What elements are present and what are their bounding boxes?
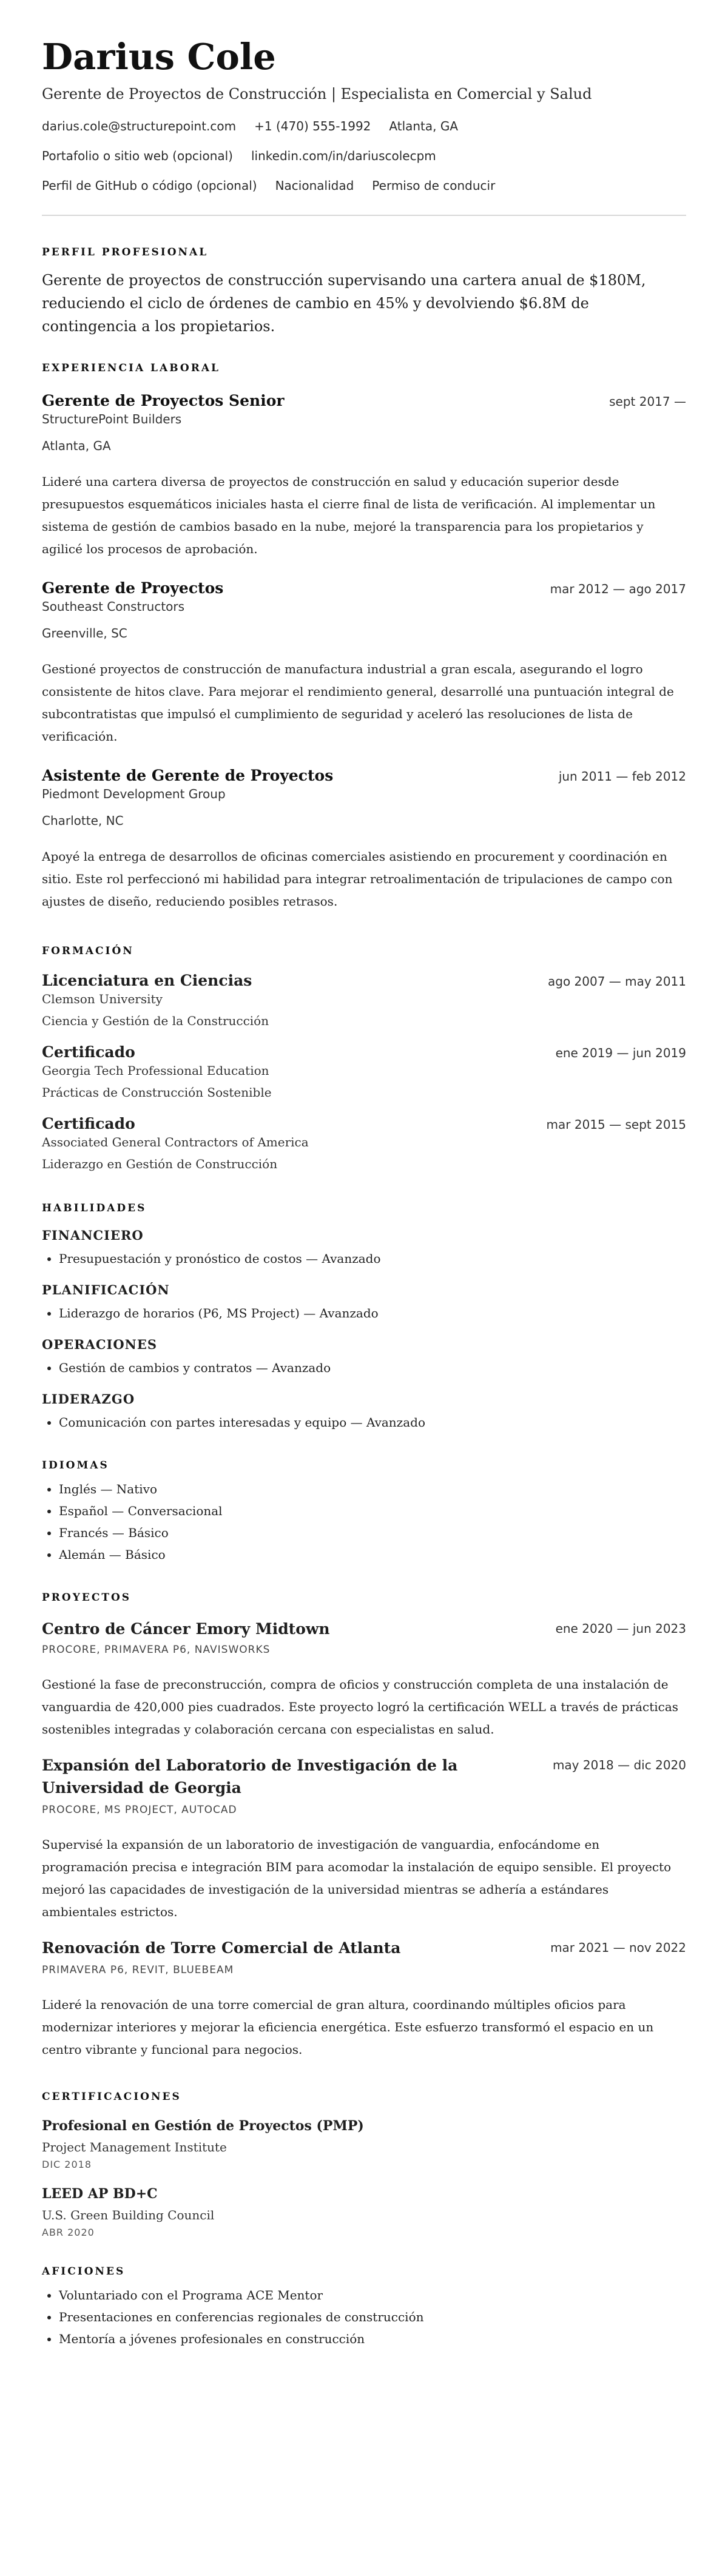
project-description: Lideré la renovación de una torre comercial de gran altura, coordinando múltiples oficios para modernizar interiores y mejorar la eficiencia energética. Este esfuerzo transformó el espacio en un centro vibrante y funcional para negocios. [42,1997,654,2057]
education-dates: ene 2019 — jun 2019 [555,1046,686,1060]
project-tech: PRIMAVERA P6, REVIT, BLUEBEAM [42,1964,234,1976]
project-tech: PROCORE, PRIMAVERA P6, NAVISWORKS [42,1644,271,1656]
contact-row [42,118,686,135]
job-company: StructurePoint Builders [42,412,182,426]
section-title: AFICIONES [42,2265,126,2278]
language-item: • Inglés — Nativo [59,1478,686,1500]
portfolio-link[interactable]: Portafolio o sitio web (opcional) [42,149,233,163]
resume-header [42,35,686,216]
education-entry [42,971,686,1029]
section-title: PROYECTOS [42,1592,132,1604]
job-dates: sept 2017 — [609,394,686,409]
job-description: Apoyé la entrega de desarrollos de oficinas comerciales asistiendo en procurement y coordinación en sitio. Este rol perfeccionó mi habilidad para integrar retroalimentación de tripulaciones de campo con ajustes de diseño, reduciendo posibles retrasos. [42,849,673,909]
job-company: Southeast Constructors [42,599,185,614]
education-dates: ago 2007 — may 2011 [548,974,686,989]
skill-item: • Gestión de cambios y contratos — Avanzado [59,1357,686,1379]
hobby-item: • Mentoría a jóvenes profesionales en construcción [59,2328,686,2350]
phone-link[interactable]: +1 (470) 555-1992 [254,119,371,133]
section-title: HABILIDADES [42,1202,147,1214]
project-name: Renovación de Torre Comercial de Atlanta [42,1939,401,1957]
candidate-name: Darius Cole [42,36,276,78]
summary-text: Gerente de proyectos de construcción supervisando una cartera anual de $180M, reduciendo el ciclo de órdenes de cambio en 45% y devolviendo $6.8M de contingencia a los propietarios. [42,272,646,335]
contact-row [42,147,686,164]
job-entry [42,391,686,560]
license-text: Permiso de conducir [372,178,496,193]
certification-name: Profesional en Gestión de Proyectos (PMP) [42,2118,364,2134]
github-link[interactable]: Perfil de GitHub o código (opcional) [42,178,257,193]
summary-section [42,246,686,338]
nationality-text: Nacionalidad [275,178,354,193]
job-location: Greenville, SC [42,626,127,641]
education-entry [42,1114,686,1172]
certification-name: LEED AP BD+C [42,2186,158,2202]
certification-entry [42,2185,686,2239]
header-divider [42,215,686,216]
school-name: Associated General Contractors of America [42,1135,309,1149]
hobby-item: • Voluntariado con el Programa ACE Mentor [59,2284,686,2306]
certification-date: ABR 2020 [42,2227,95,2238]
language-item: • Alemán — Básico [59,1544,686,1565]
job-location: Atlanta, GA [42,439,111,453]
education-section [42,944,686,1172]
languages-section [42,1459,686,1565]
location-text: Atlanta, GA [389,119,459,133]
experience-section [42,362,686,913]
certifications-section [42,2090,686,2239]
hobbies-section [42,2265,686,2350]
project-dates: ene 2020 — jun 2023 [555,1621,686,1636]
job-entry [42,766,686,913]
linkedin-link[interactable]: linkedin.com/in/dariuscolecpm [251,149,436,163]
skill-category-title: OPERACIONES [42,1337,158,1352]
section-title: CERTIFICACIONES [42,2091,181,2103]
job-role: Asistente de Gerente de Proyectos [42,767,334,784]
school-name: Clemson University [42,992,163,1006]
school-name: Georgia Tech Professional Education [42,1063,269,1078]
skill-category [42,1391,686,1433]
field-of-study: Ciencia y Gestión de la Construcción [42,1014,269,1028]
section-title: FORMACIÓN [42,945,134,957]
job-location: Charlotte, NC [42,813,124,828]
degree-title: Certificado [42,1043,135,1061]
skill-category [42,1282,686,1324]
field-of-study: Liderazgo en Gestión de Construcción [42,1157,278,1171]
project-dates: mar 2021 — nov 2022 [550,1940,686,1955]
language-item: • Español — Conversacional [59,1500,686,1522]
resume-content [42,35,686,2350]
project-description: Gestioné la fase de preconstrucción, compra de oficios y construcción completa de una instalación de vanguardia de 420,000 pies cuadrados. Este proyecto logró la certificación WELL a través de prácticas sostenibles integradas y colaboración cercana con especialistas en salud. [42,1677,679,1737]
skill-category-title: LIDERAZGO [42,1391,135,1407]
skill-category-title: PLANIFICACIÓN [42,1282,170,1297]
certification-issuer: Project Management Institute [42,2140,227,2154]
job-role: Gerente de Proyectos Senior [42,392,285,409]
skill-item: • Liderazgo de horarios (P6, MS Project) — Avanzado [59,1302,686,1324]
job-company: Piedmont Development Group [42,787,226,801]
section-title: IDIOMAS [42,1459,109,1471]
project-tech: PROCORE, MS PROJECT, AUTOCAD [42,1804,237,1816]
headline: Gerente de Proyectos de Construcción | Especialista en Comercial y Salud [42,86,592,103]
section-title: EXPERIENCIA LABORAL [42,362,220,374]
project-entry [42,1754,686,1923]
skill-category [42,1336,686,1379]
skill-category [42,1227,686,1270]
job-description: Gestioné proyectos de construcción de manufactura industrial a gran escala, asegurando el logro consistente de hitos clave. Para mejorar el rendimiento general, desarrollé una puntuación integral de subcontratistas que impulsó el cumplimiento de seguridad y aceleró las resoluciones de lista de verificación. [42,662,674,744]
degree-title: Certificado [42,1115,135,1132]
certification-date: DIC 2018 [42,2159,92,2170]
project-name: Centro de Cáncer Emory Midtown [42,1620,330,1638]
language-item: • Francés — Básico [59,1522,686,1544]
skill-item: • Presupuestación y pronóstico de costos — Avanzado [59,1248,686,1270]
skill-item: • Comunicación con partes interesadas y equipo — Avanzado [59,1411,686,1433]
project-description: Supervisé la expansión de un laboratorio de investigación de vanguardia, enfocándome en programación precisa e integración BIM para acomodar la instalación de equipo sensible. El proyecto mejoró las capacidades de investigación de la universidad mientras se adhería a estándares ambientales estrictos. [42,1837,672,1919]
job-dates: jun 2011 — feb 2012 [558,769,686,784]
skill-category-title: FINANCIERO [42,1228,144,1243]
skills-section [42,1202,686,1433]
education-entry [42,1043,686,1101]
project-dates: may 2018 — dic 2020 [552,1758,686,1772]
job-entry [42,579,686,748]
project-entry [42,1618,686,1741]
education-dates: mar 2015 — sept 2015 [546,1117,686,1132]
certification-entry [42,2117,686,2171]
certification-issuer: U.S. Green Building Council [42,2208,215,2222]
job-role: Gerente de Proyectos [42,579,224,597]
section-title: PERFIL PROFESIONAL [42,246,209,258]
project-name: Expansión del Laboratorio de Investigación de la Universidad de Georgia [42,1757,458,1797]
projects-section [42,1591,686,2061]
project-entry [42,1937,686,2061]
job-dates: mar 2012 — ago 2017 [550,582,686,596]
job-description: Lideré una cartera diversa de proyectos de construcción en salud y educación superior desde presupuestos esquemáticos iniciales hasta el cierre final de lista de verificación. Al implementar un sistema de gestión de cambios basado en la nube, mejoré la transparencia para los propietarios y agilicé los procesos de aprobación. [42,474,656,556]
contact-row [42,177,686,194]
field-of-study: Prácticas de Construcción Sostenible [42,1085,272,1100]
degree-title: Licenciatura en Ciencias [42,972,252,989]
email-link[interactable]: darius.cole@structurepoint.com [42,119,237,133]
hobby-item: • Presentaciones en conferencias regionales de construcción [59,2306,686,2328]
